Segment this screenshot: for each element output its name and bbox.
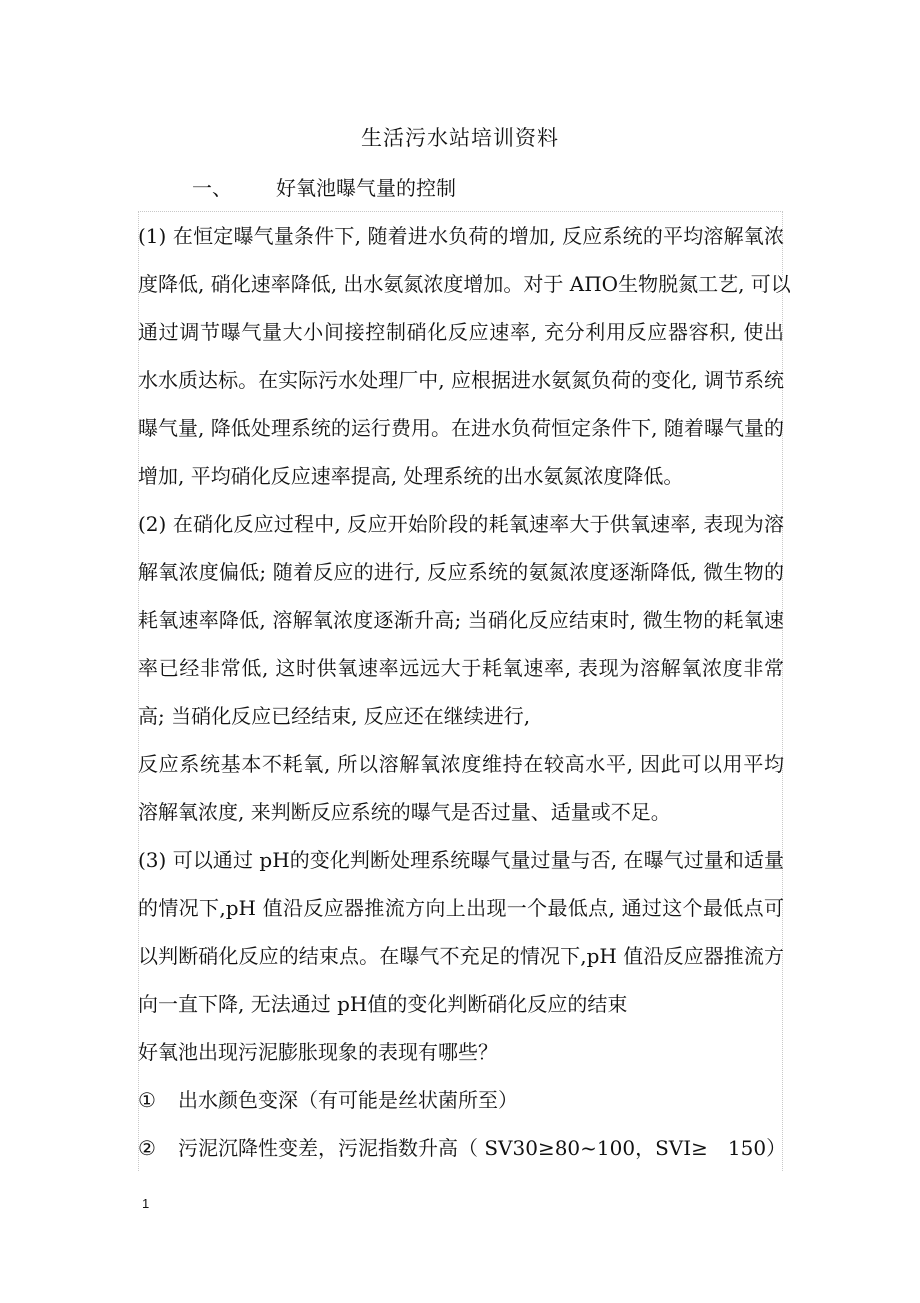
list-item-text: 出水颜色变深（有可能是丝状菌所至） [178, 1088, 518, 1112]
body-line-1: (1) 在恒定曝气量条件下, 随着进水负荷的增加, 反应系统的平均溶解氧浓 [138, 224, 784, 248]
body-line-8: 解氧浓度偏低; 随着反应的进行, 反应系统的氨氮浓度逐渐降低, 微生物的 [138, 560, 784, 584]
list-item [138, 1086, 518, 1114]
body-line-17: 向一直下降, 无法通过 pH值的变化判断硝化反应的结束 [138, 992, 628, 1016]
body-line-14: (3) 可以通过 pH的变化判断处理系统曝气量过量与否, 在曝气过量和适量 [138, 848, 784, 872]
body-line-10: 率已经非常低, 这时供氧速率远远大于耗氧速率, 表现为溶解氧浓度非常 [138, 656, 784, 680]
body-line-5: 曝气量, 降低处理系统的运行费用。在进水负荷恒定条件下, 随着曝气量的 [138, 416, 784, 440]
list-marker: ① [138, 1088, 156, 1112]
section-heading [192, 172, 456, 201]
body-line-11: 高; 当硝化反应已经结束, 反应还在继续进行, [138, 704, 531, 728]
text-frame-border [138, 211, 791, 1171]
list-item [138, 1134, 786, 1162]
page-number: 1 [142, 1196, 150, 1211]
section-title: 好氧池曝气量的控制 [276, 176, 456, 200]
document-title: 生活污水站培训资料 [361, 126, 559, 150]
body-line-13: 溶解氧浓度, 来判断反应系统的曝气是否过量、适量或不足。 [138, 800, 671, 824]
body-line-15: 的情况下,pH 值沿反应器推流方向上出现一个最低点, 通过这个最低点可 [138, 896, 784, 920]
body-line-16: 以判断硝化反应的结束点。在曝气不充足的情况下,pH 值沿反应器推流方 [138, 944, 784, 968]
section-number: 一、 [192, 176, 232, 200]
question-line: 好氧池出现污泥膨胀现象的表现有哪些？ [138, 1040, 498, 1064]
body-line-6: 增加, 平均硝化反应速率提高, 处理系统的出水氨氮浓度降低。 [138, 464, 684, 488]
body-line-3: 通过调节曝气量大小间接控制硝化反应速率, 充分利用反应器容积, 使出 [138, 320, 784, 344]
list-marker: ② [138, 1136, 156, 1160]
body-line-2: 度降低, 硝化速率降低, 出水氨氮浓度增加。对于 AΠO生物脱氮工艺, 可以 [138, 272, 791, 296]
list-item-text: 污泥沉降性变差，污泥指数升高（ SV30≥80~100，SVI≥ 150） [178, 1136, 787, 1160]
body-line-4: 水水质达标。在实际污水处理厂中, 应根据进水氨氮负荷的变化, 调节系统 [138, 368, 784, 392]
body-line-12: 反应系统基本不耗氧, 所以溶解氧浓度维持在较高水平, 因此可以用平均 [138, 752, 784, 776]
body-line-9: 耗氧速率降低, 溶解氧浓度逐渐升高; 当硝化反应结束时, 微生物的耗氧速 [138, 608, 784, 632]
body-line-7: (2) 在硝化反应过程中, 反应开始阶段的耗氧速率大于供氧速率, 表现为溶 [138, 512, 784, 536]
